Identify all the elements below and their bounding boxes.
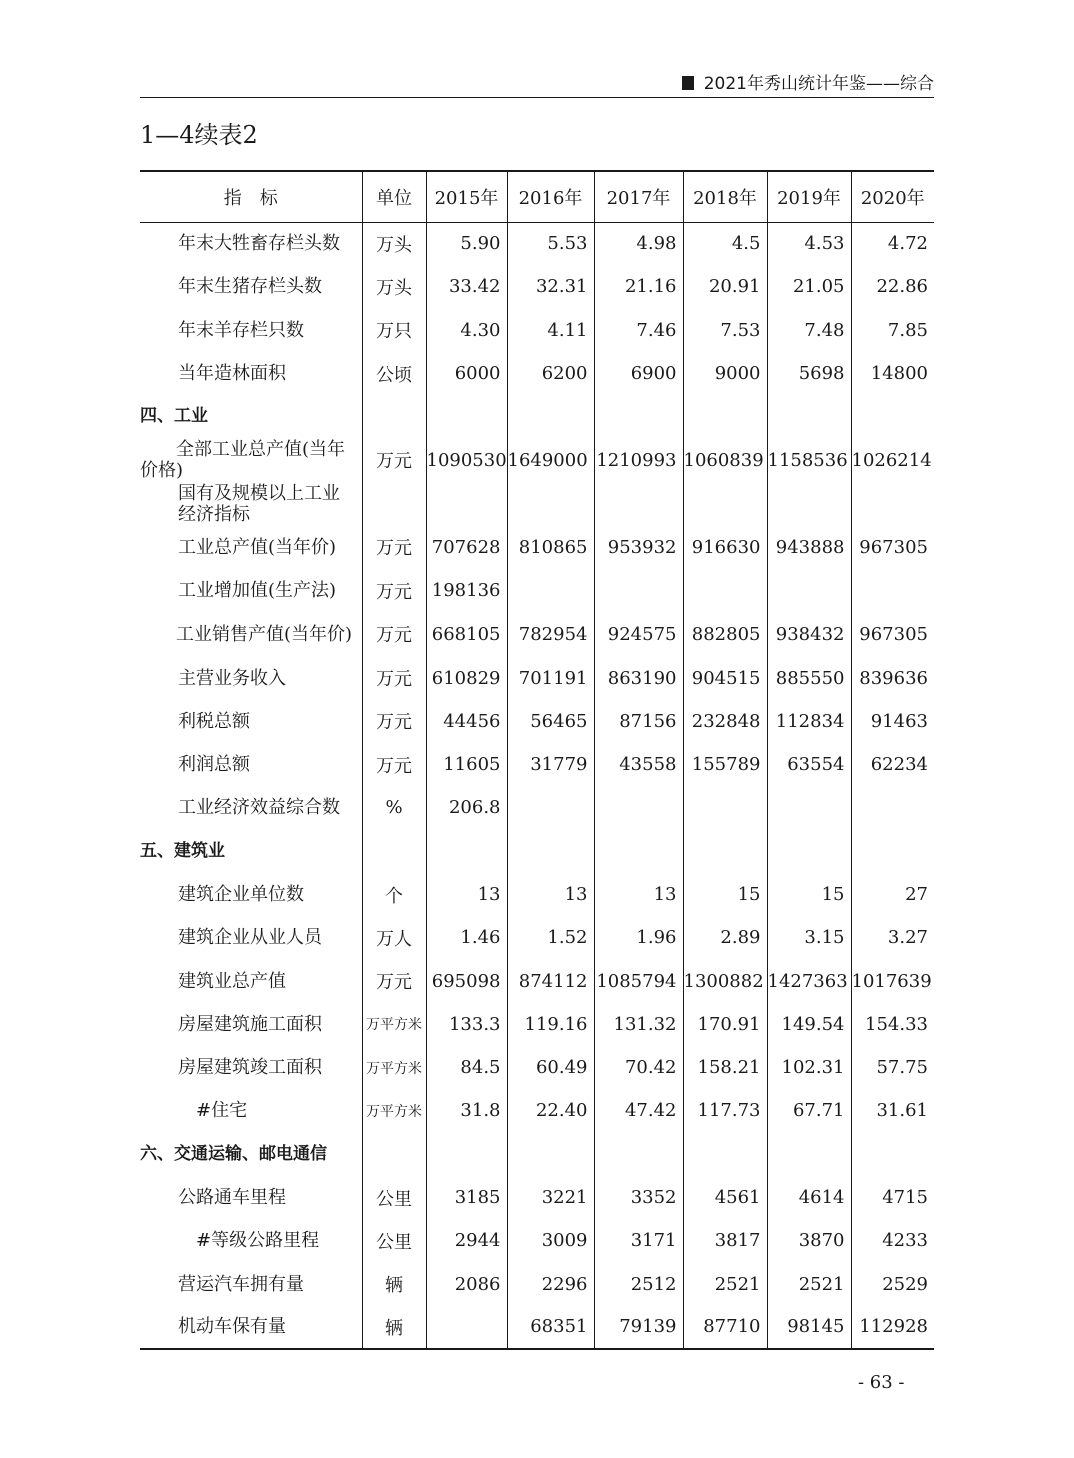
indicator-name: 年末羊存栏只数 (178, 319, 304, 341)
value-cell: 2521 (767, 1263, 851, 1306)
value-cell: 117.73 (683, 1089, 767, 1132)
table-row (140, 222, 934, 265)
value-cell (767, 786, 851, 829)
value-cell: 170.91 (683, 1003, 767, 1046)
indicator-name: 当年造林面积 (178, 363, 286, 385)
column-header: 2019年 (767, 171, 851, 222)
value-cell: 1060839 (683, 438, 767, 482)
value-cell (683, 395, 767, 438)
value-cell: 924575 (594, 612, 683, 656)
value-cell (507, 1133, 594, 1176)
value-cell: 2512 (594, 1263, 683, 1306)
unit-cell: 万元 (362, 959, 426, 1002)
value-cell (851, 786, 934, 829)
square-bullet-icon (682, 76, 694, 90)
value-cell (683, 1133, 767, 1176)
value-cell: 7.53 (683, 309, 767, 352)
value-cell: 7.85 (851, 309, 934, 352)
value-cell: 863190 (594, 656, 683, 699)
indicator-name: 机动车保有量 (140, 1306, 362, 1349)
running-head-text: 2021年秀山统计年鉴——综合 (703, 74, 934, 94)
value-cell: 32.31 (507, 265, 594, 308)
table-row (140, 700, 934, 743)
value-cell: 62234 (851, 743, 934, 786)
value-cell (594, 830, 683, 873)
value-cell: 13 (507, 873, 594, 916)
indicator-name: 营运汽车拥有量 (178, 1273, 304, 1295)
unit-cell: 公顷 (362, 352, 426, 395)
value-cell (767, 1133, 851, 1176)
value-cell: 695098 (426, 959, 507, 1002)
value-cell: 198136 (426, 569, 507, 612)
value-cell: 149.54 (767, 1003, 851, 1046)
value-cell: 2529 (851, 1263, 934, 1306)
column-header: 单位 (362, 171, 426, 222)
value-cell (426, 395, 507, 438)
value-cell: 4.53 (767, 222, 851, 265)
value-cell: 1210993 (594, 438, 683, 482)
value-cell (426, 1133, 507, 1176)
table-row (140, 612, 934, 656)
value-cell: 7.48 (767, 309, 851, 352)
column-header: 2020年 (851, 171, 934, 222)
indicator-name: 年末大牲畜存栏头数 (178, 233, 340, 255)
value-cell: 206.8 (426, 786, 507, 829)
value-cell: 27 (851, 873, 934, 916)
indicator-name: 工业销售产值(当年价) (176, 623, 353, 645)
unit-cell: 万元 (362, 569, 426, 612)
value-cell: 158.21 (683, 1046, 767, 1089)
value-cell: 43558 (594, 743, 683, 786)
indicator-name: 利税总额 (178, 710, 250, 732)
value-cell: 4715 (851, 1176, 934, 1219)
value-cell: 3221 (507, 1176, 594, 1219)
value-cell: 67.71 (767, 1089, 851, 1132)
indicator-name: 工业增加值(生产法) (178, 580, 337, 602)
table-row (140, 438, 934, 482)
value-cell: 953932 (594, 526, 683, 569)
value-cell: 87156 (594, 700, 683, 743)
value-cell: 31.61 (851, 1089, 934, 1132)
unit-cell: 公里 (362, 1176, 426, 1219)
value-cell: 47.42 (594, 1089, 683, 1132)
indicator-name: 建筑企业单位数 (178, 884, 304, 905)
table-row (140, 959, 934, 1002)
value-cell: 1427363 (767, 959, 851, 1002)
indicator-name: 工业经济效益综合数 (178, 797, 340, 819)
value-cell: 967305 (851, 526, 934, 569)
unit-cell: 万头 (362, 222, 426, 265)
value-cell: 22.40 (507, 1089, 594, 1132)
section-row (140, 1133, 934, 1176)
value-cell: 916630 (683, 526, 767, 569)
value-cell: 21.16 (594, 265, 683, 308)
value-cell: 131.32 (594, 1003, 683, 1046)
header-rule (140, 97, 934, 98)
indicator-name: 利润总额 (178, 754, 250, 776)
indicator-name: 公路通车里程 (178, 1187, 286, 1209)
value-cell: 1017639 (851, 959, 934, 1002)
value-cell: 57.75 (851, 1046, 934, 1089)
value-cell: 3171 (594, 1219, 683, 1262)
value-cell (594, 569, 683, 612)
running-head (140, 72, 934, 96)
value-cell (683, 830, 767, 873)
value-cell: 112928 (851, 1306, 934, 1349)
table-row (140, 916, 934, 959)
unit-cell: 万元 (362, 700, 426, 743)
value-cell: 91463 (851, 700, 934, 743)
value-cell: 874112 (507, 959, 594, 1002)
unit-cell: 万元 (362, 656, 426, 699)
indicator-name: 建筑企业从业人员 (178, 927, 322, 949)
table-row (140, 265, 934, 308)
value-cell: 938432 (767, 612, 851, 656)
value-cell: 79139 (594, 1306, 683, 1349)
unit-cell: 万平方米 (362, 1003, 426, 1046)
unit-cell: 辆 (362, 1306, 426, 1349)
unit-cell: 个 (362, 873, 426, 916)
value-cell: 13 (594, 873, 683, 916)
value-cell: 5698 (767, 352, 851, 395)
value-cell: 13 (426, 873, 507, 916)
value-cell: 154.33 (851, 1003, 934, 1046)
table-row (140, 1263, 934, 1306)
value-cell (507, 569, 594, 612)
value-cell: 31.8 (426, 1089, 507, 1132)
section-row (140, 395, 934, 438)
value-cell (767, 830, 851, 873)
unit-cell: 公里 (362, 1219, 426, 1262)
value-cell (507, 830, 594, 873)
value-cell (851, 395, 934, 438)
value-cell (594, 482, 683, 525)
value-cell: 3009 (507, 1219, 594, 1262)
value-cell: 56465 (507, 700, 594, 743)
value-cell: 2521 (683, 1263, 767, 1306)
value-cell: 4.11 (507, 309, 594, 352)
value-cell: 943888 (767, 526, 851, 569)
value-cell: 11605 (426, 743, 507, 786)
value-cell: 1085794 (594, 959, 683, 1002)
indicator-name: #等级公路里程 (196, 1230, 320, 1252)
table-row (140, 786, 934, 829)
value-cell: 33.42 (426, 265, 507, 308)
value-cell: 44456 (426, 700, 507, 743)
unit-cell: 万元 (362, 612, 426, 656)
value-cell: 701191 (507, 656, 594, 699)
value-cell: 1.96 (594, 916, 683, 959)
value-cell: 102.31 (767, 1046, 851, 1089)
value-cell: 4.30 (426, 309, 507, 352)
value-cell: 6000 (426, 352, 507, 395)
value-cell: 22.86 (851, 265, 934, 308)
value-cell: 1026214 (851, 438, 934, 482)
value-cell: 4.98 (594, 222, 683, 265)
unit-cell (362, 1133, 426, 1176)
value-cell (851, 830, 934, 873)
table-row (140, 743, 934, 786)
value-cell: 87710 (683, 1306, 767, 1349)
value-cell (851, 482, 934, 525)
value-cell: 1090530 (426, 438, 507, 482)
value-cell: 1.46 (426, 916, 507, 959)
value-cell: 7.46 (594, 309, 683, 352)
table-row (140, 526, 934, 569)
value-cell (683, 786, 767, 829)
unit-cell (362, 395, 426, 438)
value-cell: 885550 (767, 656, 851, 699)
value-cell: 1649000 (507, 438, 594, 482)
value-cell: 6200 (507, 352, 594, 395)
value-cell: 15 (767, 873, 851, 916)
value-cell: 119.16 (507, 1003, 594, 1046)
value-cell: 20.91 (683, 265, 767, 308)
table-header-row (140, 171, 934, 222)
value-cell: 232848 (683, 700, 767, 743)
value-cell: 904515 (683, 656, 767, 699)
value-cell: 3.27 (851, 916, 934, 959)
value-cell: 5.53 (507, 222, 594, 265)
section-title: 四、工业 (140, 406, 208, 427)
value-cell: 2.89 (683, 916, 767, 959)
value-cell (767, 395, 851, 438)
value-cell: 707628 (426, 526, 507, 569)
value-cell: 21.05 (767, 265, 851, 308)
value-cell: 31779 (507, 743, 594, 786)
value-cell: 63554 (767, 743, 851, 786)
section-title: 六、交通运输、邮电通信 (140, 1143, 327, 1164)
value-cell (851, 1133, 934, 1176)
value-cell: 14800 (851, 352, 934, 395)
value-cell: 668105 (426, 612, 507, 656)
value-cell (851, 569, 934, 612)
value-cell (507, 482, 594, 525)
column-header: 2015年 (426, 171, 507, 222)
section-title: 五、建筑业 (140, 840, 225, 861)
unit-cell: 万平方米 (362, 1046, 426, 1089)
value-cell: 782954 (507, 612, 594, 656)
indicator-name: 工业总产值(当年价) (178, 536, 337, 558)
value-cell: 839636 (851, 656, 934, 699)
table-row (140, 873, 934, 916)
unit-cell: % (362, 786, 426, 829)
value-cell: 3870 (767, 1219, 851, 1262)
unit-cell (362, 830, 426, 873)
value-cell (594, 395, 683, 438)
indicator-name: 建筑业总产值 (178, 970, 286, 992)
unit-cell: 万只 (362, 309, 426, 352)
indicator-name: 主营业务收入 (178, 667, 286, 689)
indicator-name: #住宅 (196, 1100, 248, 1122)
value-cell: 9000 (683, 352, 767, 395)
table-row (140, 309, 934, 352)
indicator-name: 全部工业总产值(当年价格) (140, 439, 346, 482)
table-row (140, 656, 934, 699)
value-cell: 1300882 (683, 959, 767, 1002)
value-cell: 2944 (426, 1219, 507, 1262)
indicator-name: 房屋建筑竣工面积 (178, 1057, 322, 1079)
indicator-name: 年末生猪存栏头数 (178, 276, 322, 298)
table-row (140, 1176, 934, 1219)
value-cell: 4561 (683, 1176, 767, 1219)
table-row (140, 1003, 934, 1046)
value-cell: 70.42 (594, 1046, 683, 1089)
table-row (140, 1046, 934, 1089)
value-cell (426, 830, 507, 873)
table-row (140, 1219, 934, 1262)
table-row (140, 1089, 934, 1132)
page-number: - 63 - (858, 1372, 905, 1393)
value-cell: 3352 (594, 1176, 683, 1219)
indicator-name: 国有及规模以上工业经济指标 (178, 483, 340, 526)
value-cell (594, 1133, 683, 1176)
value-cell: 155789 (683, 743, 767, 786)
indicator-name: 房屋建筑施工面积 (178, 1013, 322, 1035)
value-cell (426, 1306, 507, 1349)
value-cell: 882805 (683, 612, 767, 656)
value-cell: 810865 (507, 526, 594, 569)
value-cell (426, 482, 507, 525)
unit-cell: 万元 (362, 526, 426, 569)
value-cell (767, 482, 851, 525)
unit-cell: 万元 (362, 743, 426, 786)
value-cell: 4614 (767, 1176, 851, 1219)
section-row (140, 830, 934, 873)
value-cell (683, 569, 767, 612)
value-cell: 15 (683, 873, 767, 916)
value-cell (507, 786, 594, 829)
table-row (140, 569, 934, 612)
value-cell (507, 395, 594, 438)
value-cell: 4.5 (683, 222, 767, 265)
column-header: 指 标 (140, 171, 362, 222)
value-cell: 3185 (426, 1176, 507, 1219)
value-cell: 1158536 (767, 438, 851, 482)
value-cell: 60.49 (507, 1046, 594, 1089)
value-cell: 1.52 (507, 916, 594, 959)
unit-cell (362, 482, 426, 525)
column-header: 2017年 (594, 171, 683, 222)
table-row (140, 1306, 934, 1349)
value-cell: 98145 (767, 1306, 851, 1349)
unit-cell: 万平方米 (362, 1089, 426, 1132)
value-cell (594, 786, 683, 829)
value-cell: 6900 (594, 352, 683, 395)
table-row (140, 352, 934, 395)
column-header: 2016年 (507, 171, 594, 222)
unit-cell: 万人 (362, 916, 426, 959)
unit-cell: 万头 (362, 265, 426, 308)
value-cell (683, 482, 767, 525)
value-cell: 68351 (507, 1306, 594, 1349)
value-cell: 3817 (683, 1219, 767, 1262)
value-cell: 112834 (767, 700, 851, 743)
column-header: 2018年 (683, 171, 767, 222)
value-cell: 2296 (507, 1263, 594, 1306)
value-cell (767, 569, 851, 612)
value-cell: 5.90 (426, 222, 507, 265)
value-cell: 610829 (426, 656, 507, 699)
value-cell: 84.5 (426, 1046, 507, 1089)
group-row (140, 482, 934, 525)
value-cell: 4233 (851, 1219, 934, 1262)
unit-cell: 辆 (362, 1263, 426, 1306)
value-cell: 133.3 (426, 1003, 507, 1046)
value-cell: 2086 (426, 1263, 507, 1306)
unit-cell: 万元 (362, 438, 426, 482)
value-cell: 4.72 (851, 222, 934, 265)
value-cell: 3.15 (767, 916, 851, 959)
value-cell: 967305 (851, 612, 934, 656)
table-title: 1—4续表2 (140, 121, 258, 149)
statistics-table (140, 170, 934, 1350)
